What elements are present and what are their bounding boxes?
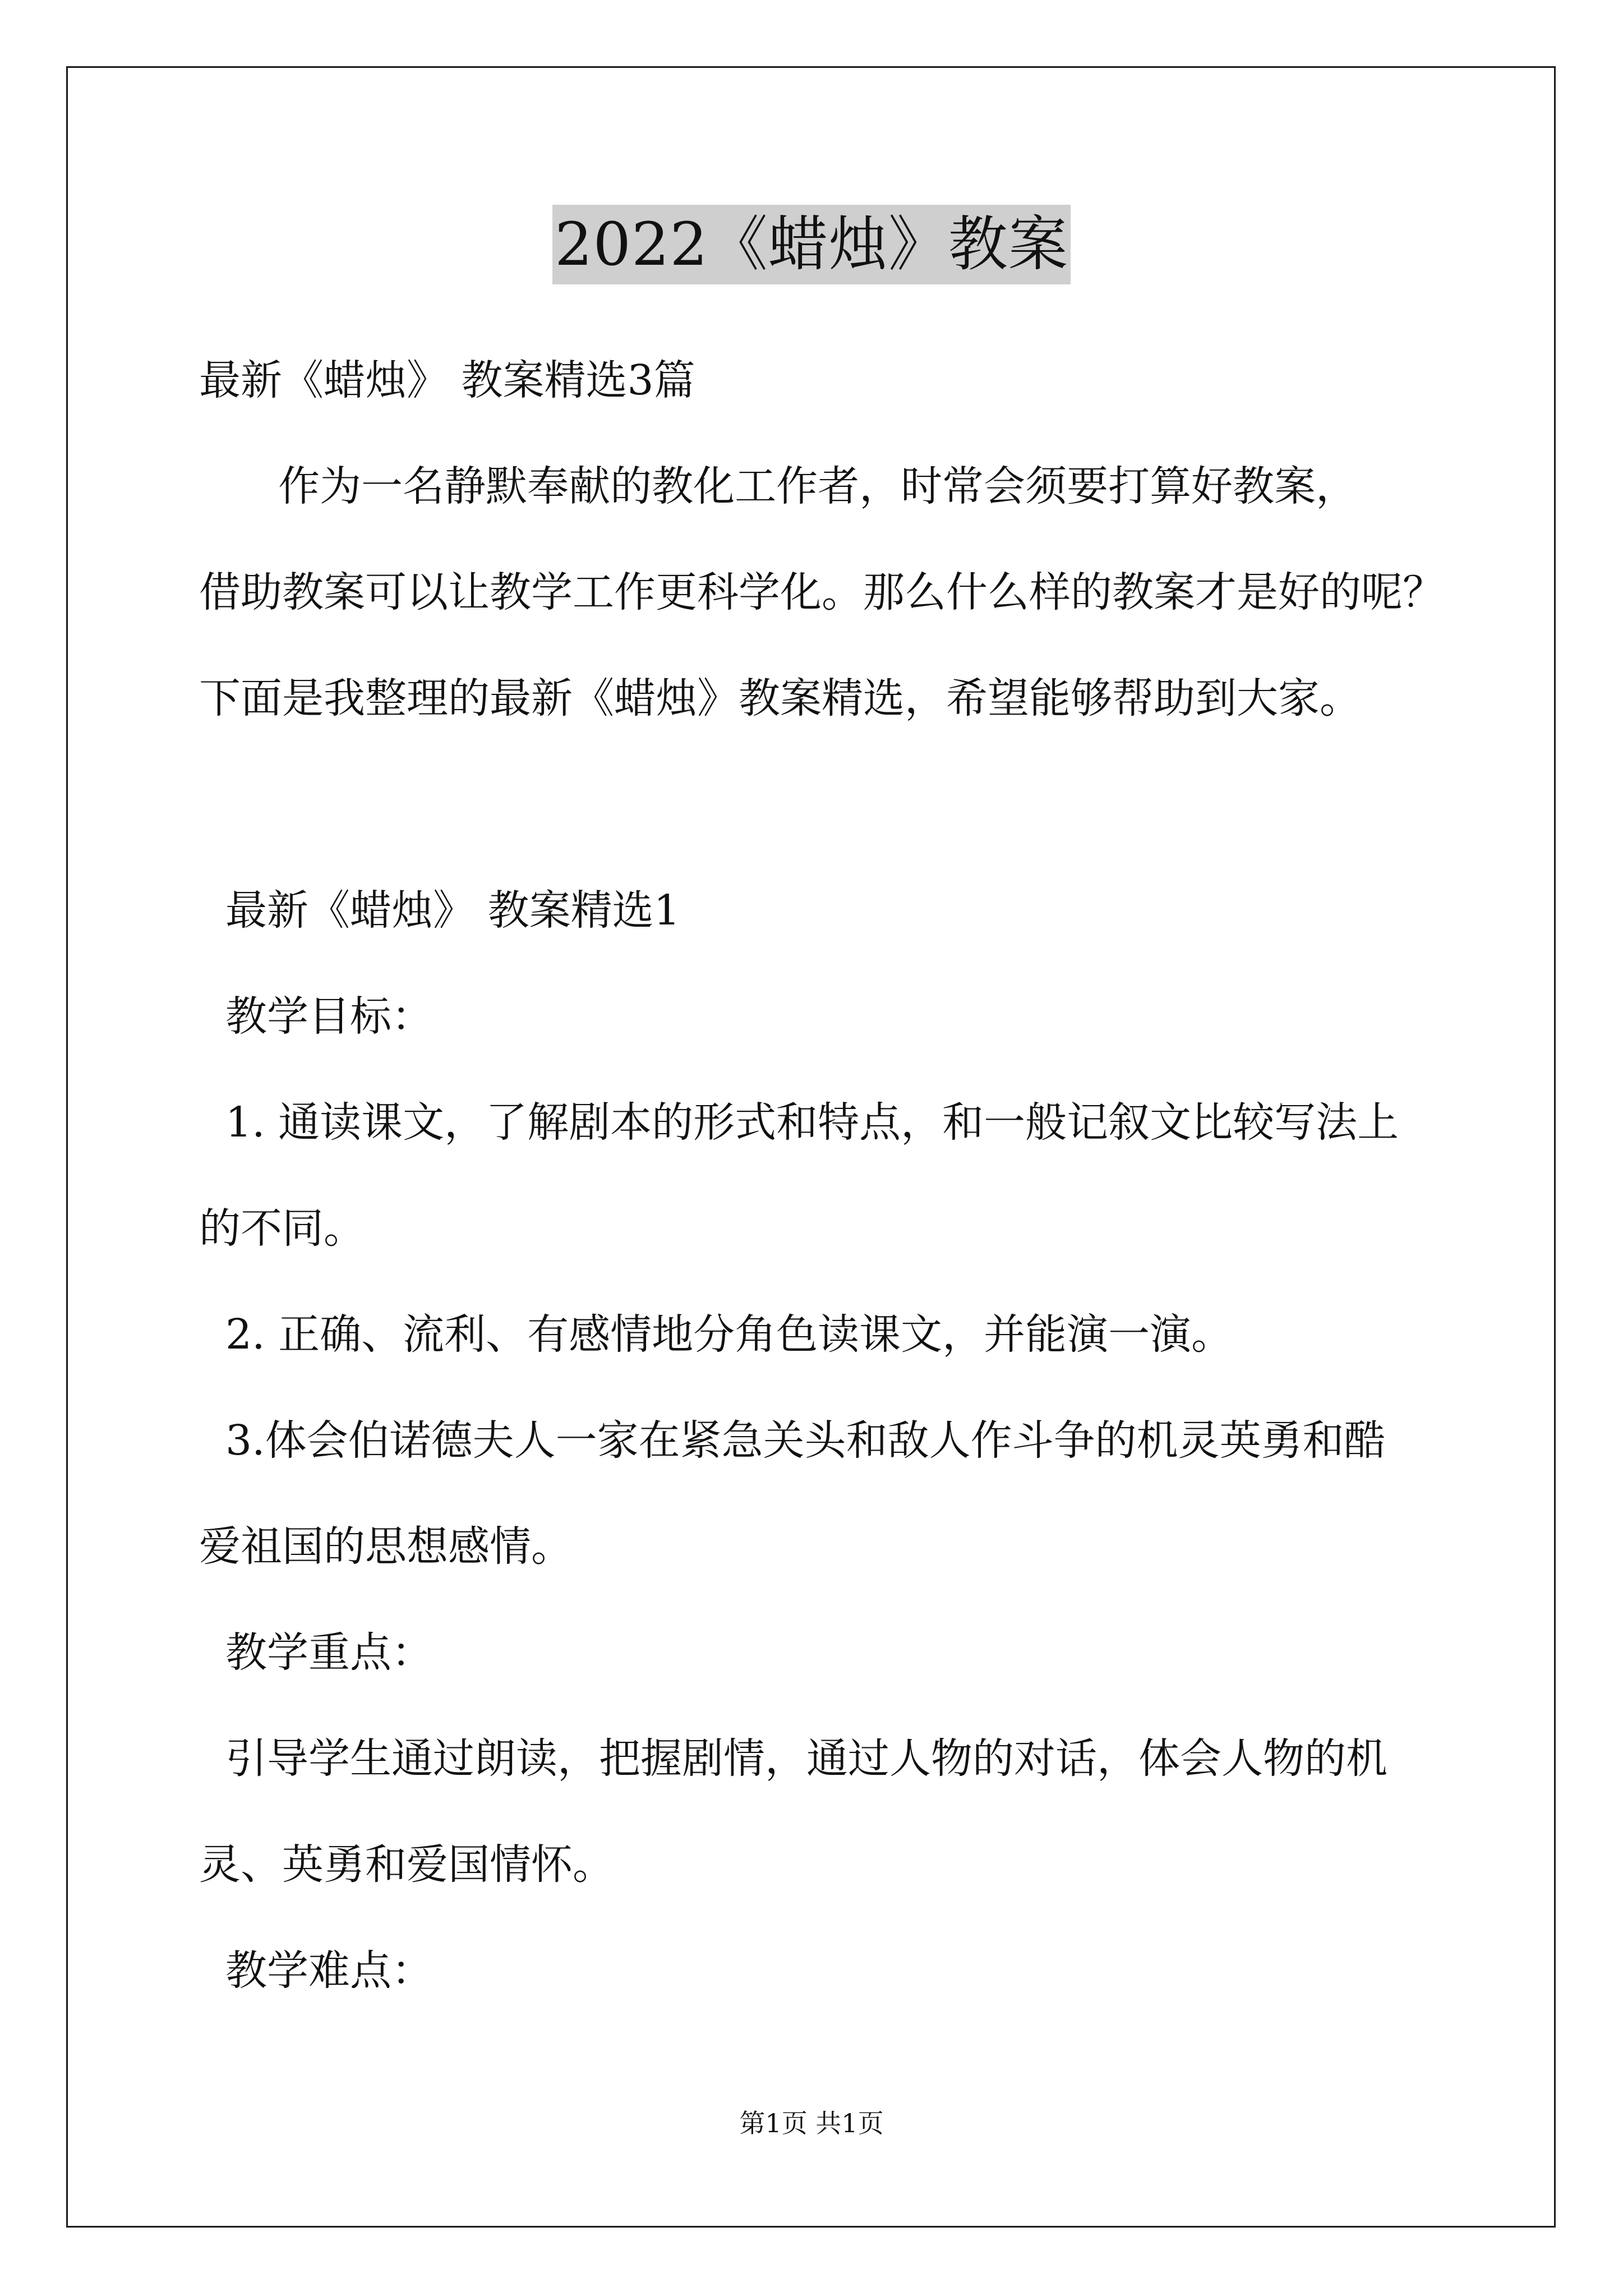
goals-heading: 教学目标：: [199, 992, 434, 1041]
document-title: 2022《蜡烛》教案: [552, 205, 1071, 284]
key-points-heading: 教学重点：: [199, 1628, 434, 1677]
goal-1-line-1: 1. 通读课文，了解剧本的形式和特点，和一般记叙文比较写法上: [199, 1098, 1399, 1147]
page-footer: 第1页 共1页: [739, 2108, 884, 2138]
key-points-line-2: 灵、英勇和爱国情怀。: [199, 1841, 614, 1889]
difficulty-heading: 教学难点：: [199, 1947, 434, 1995]
goal-3-line-1: 3.体会伯诺德夫人一家在紧急关头和敌人作斗争的机灵英勇和酷: [199, 1416, 1386, 1465]
goal-2: 2. 正确、流利、有感情地分角色读课文，并能演一演。: [199, 1310, 1233, 1359]
intro-line-3: 下面是我整理的最新《蜡烛》教案精选，希望能够帮助到大家。: [199, 674, 1361, 723]
intro-line-1: 作为一名静默奉献的教化工作者，时常会须要打算好教案，: [199, 462, 1358, 510]
intro-line-2: 借助教案可以让教学工作更科学化。那么什么样的教案才是好的呢？: [199, 568, 1444, 616]
title-container: [0, 205, 1623, 284]
document-subtitle: 最新《蜡烛》 教案精选3篇: [199, 356, 695, 404]
goal-3-line-2: 爱祖国的思想感情。: [199, 1522, 573, 1571]
key-points-line-1: 引导学生通过朗读，把握剧情，通过人物的对话，体会人物的机: [199, 1734, 1388, 1783]
section-heading: 最新《蜡烛》 教案精选1: [199, 886, 680, 935]
goal-1-line-2: 的不同。: [199, 1204, 365, 1253]
